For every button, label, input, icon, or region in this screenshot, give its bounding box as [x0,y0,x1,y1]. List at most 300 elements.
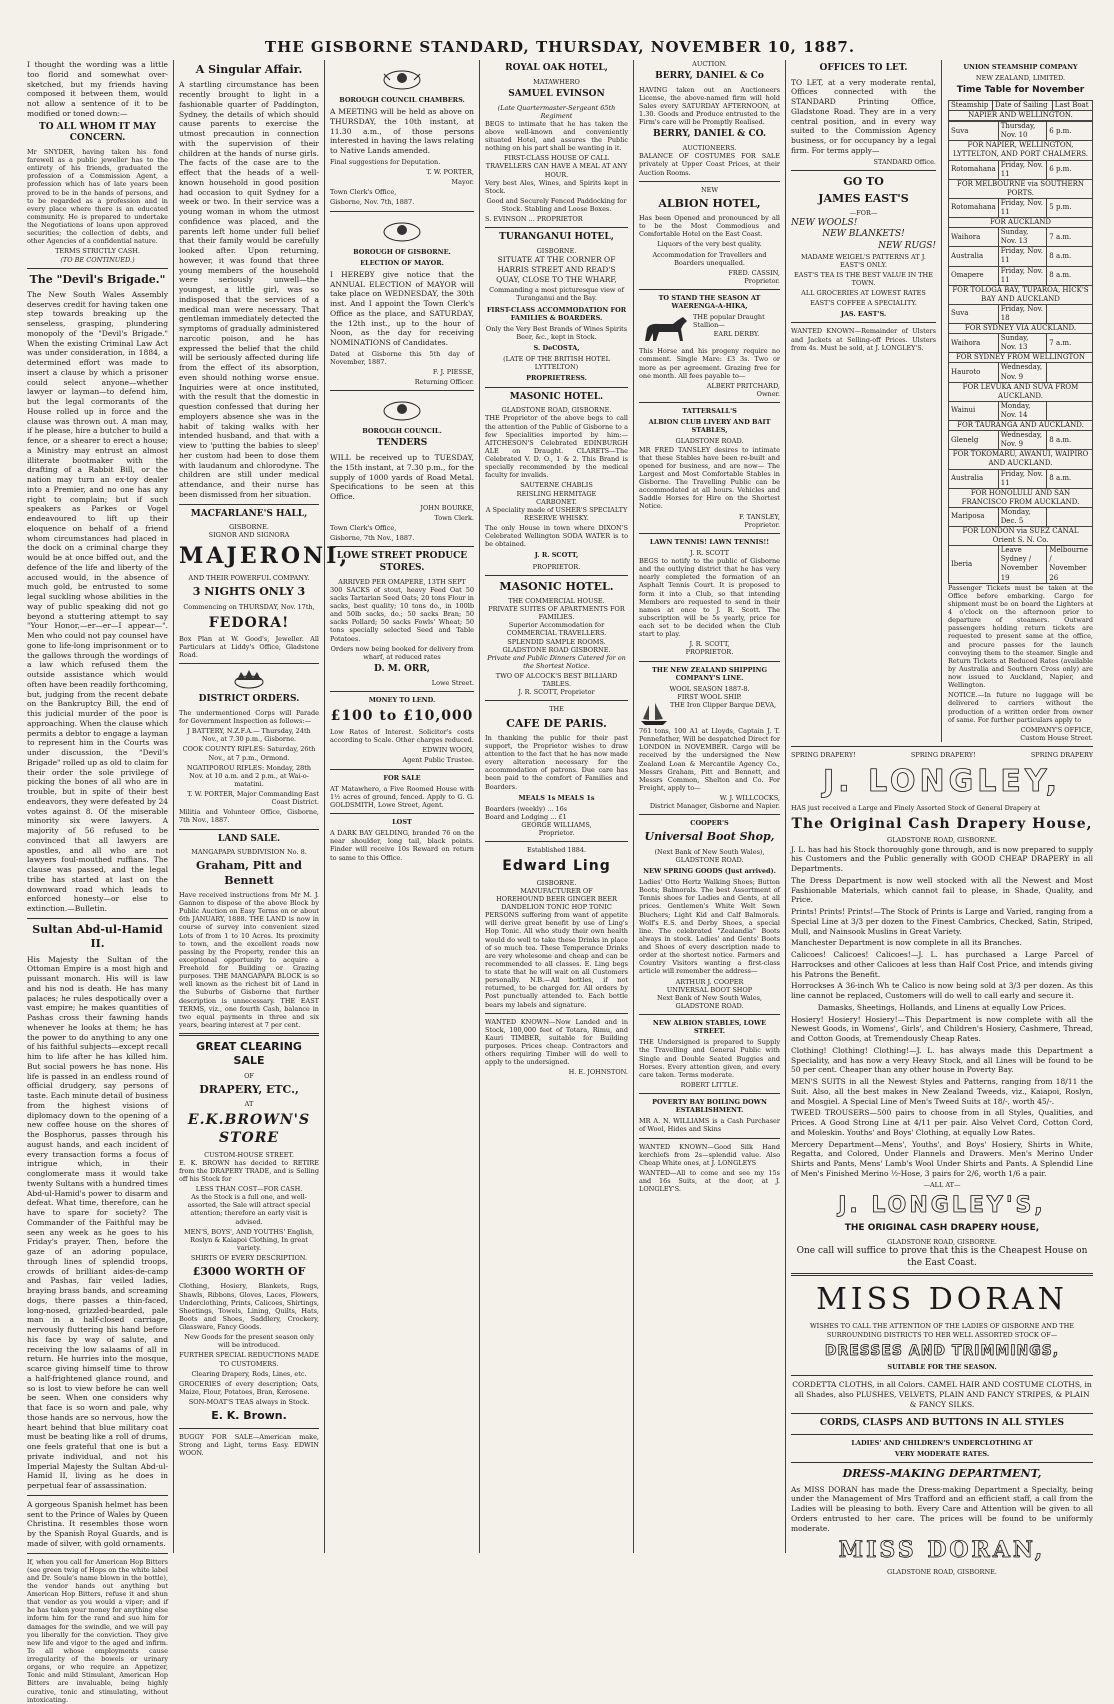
cafe-body: In thanking the public for their past support, the Proprietor wishes to draw attention to the fact that he has now made every alteration necessary for the accommodation of patrons. Due care has been paid to the comfort of Families and Boarders. [485,733,628,791]
usher-line: A Speciality made of USHER'S SPECIALTY RESERVE WHISKY. [485,505,628,522]
ekbrown-3000: £3000 WORTH OF [192,1265,306,1279]
timetable-route-heading: FOR LONDON via SUEZ CANAL Orient S. N. Co. [949,527,1093,546]
borough-gisborne: BOROUGH OF GISBORNE. [353,247,451,256]
timetable-ship: Wainui [949,401,999,420]
scott-proprietor-2: J. R. SCOTT, Proprietor [518,688,595,697]
albion-club: ALBION CLUB LIVERY AND BAIT STABLES, [648,418,771,435]
district-order-3: NGATIPOROU RIFLES: Monday, 28th Nov. at 10 a.m. and 2 p.m., at Wai-o-matatini. [186,763,312,788]
dixon-line: The only House in town where DIXON'S Celebrated Wellington SODA WATER is to be obtained. [485,524,628,549]
orr-name: D. M. ORR, [374,663,430,674]
new-albion-stables: NEW ALBION STABLES, LOWE STREET. [652,1019,767,1036]
land-sale-body: Have received instructions from Mr M. J. Gannon to dispose of the above Block by Public Auction on Easy Terms on or about 6th JANUARY, 1888. THE LAND is now in course of survey into convenient sized Lots of from 1 to 10 Acres. Its proximity to town, and the excellent roads now passing by the Property, render this an exceptional opportunity to acquire a Freehold for Building or Grazing purposes. THE MANGAPAPA BLOCK is so well known as the richest bit of Land in the Suburbs of Gisborne that further description is unnecessary. THE EAST TERMS, viz., one fourth Cash, balance in two equal payments in three and six years, bearing interest at 7 per cent. [179,890,319,1029]
wine-row-1: SAUTERNE CHABLIS [520,481,593,490]
timetable-date: Thursday, Nov. 10 [998,122,1047,141]
timetable-ship: Rotomahana [949,198,999,217]
th-last-boat: Last Boat [1052,100,1092,110]
deva-body: 761 tons, 100 A1 at Lloyds, Captain J. T. Pennefather, Will be despatched Direct for LONDON in NOVEMBER. Cargo will be received by the undersigned the New Zealand Loan & Mercantile Agency Co., Messrs Graham, Pitt and Bennett, and Messrs Common, Shelton and Co. For Freight, apply to— [639,727,780,792]
cassin-name: FRED. CASSIN, [728,268,780,277]
timetable-row [949,431,1093,450]
timetable-date: Friday, Nov. 18 [998,304,1047,323]
tansley-proprietor: Proprietor. [744,520,780,529]
meeting-body: A MEETING will be held as above on THURSDAY, the 10th instant, at 11.30 a.m., of those persons interested in having the laws relating to Native Lands amended. [330,107,474,156]
longley-road-2: GLADSTONE ROAD, GISBORNE. [887,1237,997,1246]
british-line: (LATE OF THE BRITISH HOTEL LYTTELTON) [503,355,610,372]
new-wools: NEW WOOLS! [791,217,858,228]
land-sale-sub: MANGAPAPA SUBDIVISION No. 8. [191,848,307,857]
devil-brigade-body: The New South Wales Assembly deserves credit for having taken one step towards breaking up the senseless, grasping, plundering monopoly of the "Devil's Brigade." When the existing Criminal Law Act was under consideration, in 1884, a determined effort was made to insert a clause by which a prisoner could select anyone—whether lawyer or layman—to defend him, but the legal cormorants of the House rolled up in force and the clause was thrown out. A man may, if he please, hire a butcher to build a fence, or a shearer to erect a house; a Ministry may entrust an almost illiterate bootmaker with the drafting of a Rabbit Bill, or the nation may turn an ex-toy dealer into a Premier, and no one has any right to complain; but if such speakers as Parkes or Vogel endeavoured to lift up their eloquence on behalf of a friend whom circumstances had placed in the dock on a criminal charge they would be at once biffed out, and the defence of the life and liberty of the accused would, in the absence of much gold, be entrusted to some legal suckling whose abilities in the way of public speaking did not go beyond a stuttering attempt to say "Your Honor,—er—er—I appear—". Men who could not pay counsel have gone to life-long imprisonment or to the gallows through the wordings of a law which refused them the outside assistance which would often have been readily forthcoming, but, judging from the recent debate on the Bankruptcy Bill, the end of this judicial murder of the poor is approaching. When the clause which permits a debtor to engage a layman to represent him in the Courts was under discussion, the "Devil's Brigade" rolled up as old to claim for their order the sole privilege of picking the bones of all who are in trouble, but in spite of their best endeavors, they were defeated by 24 votes against 8. Of the miserable minority six were lawyers. A majority of 56 refused to be convinced that all lawyers are apostles, and all who are not lawyers foul-mouthed ruffians. The clause was passed, and the legal tribe has started at last on the downward road which leads to enforced honesty—or else to extinction.—Bulletin. [27,289,168,914]
willcocks-title: District Manager, Gisborne and Napier. [649,802,780,811]
devil-brigade-title: The "Devil's Brigade." [29,272,166,286]
dress-department: The Dress Department is now well stocked with all the Newest and Most Fashionable Materials, which cannot fail to please, in Shade, Quality, and Price. [791,875,1093,905]
miss-doran-title: MISS DORAN [816,1282,1068,1318]
nextbank-line: (Next Bank of New South Wales), [654,847,765,856]
ling-gisborne: GISBORNE. [536,878,577,887]
accom-line: Accommodation for Travellers and Boarders unequalled. [652,250,767,267]
coopers-road-2: GLADSTONE ROAD. [675,1001,744,1010]
timetable-date: Friday, Nov. 11 [998,198,1047,217]
mens-suits-line: MEN'S SUITS in all the Newest Styles and Patterns, ranging from 18/11 the Suit. Also, all the best makes in New Zealand Tweeds, viz., Kaiapoi, Roslyn, and Mosgiel. A Special Line of Men's Tweed Suits at 18/-, worth 45/-. [791,1077,1093,1106]
signor-line: SIGNOR AND SIGNORA [208,531,290,540]
turanganui-gisborne: GISBORNE. [536,246,577,255]
albion-body: Has been Opened and pronounced by all to be the Most Commodious and Comfortable Hotel on the East Coast. [639,214,780,239]
district-order-2: COOK COUNTY RIFLES: Saturday, 26th Nov., at 7 p.m., Ormond. [182,745,316,762]
ekbrown-teas: SON-MOAT'S TEAS always in Stock. [188,1398,310,1407]
ekbrown-clearing: Clearing Drapery, Rods, Lines, etc. [191,1369,307,1378]
superior-accom: Superior Accommodation for COMMERCIAL TRAVELLERS. [506,621,607,638]
timetable-date: Friday, Nov. 11 [998,266,1047,285]
ladies-line: LADIES' AND CHILDREN'S UNDERCLOTHING AT [851,1438,1033,1447]
balance-line: BALANCE OF COSTUMES FOR SALE privately at Upper Coast Prices, at their Auction Rooms. [639,152,780,177]
election-title: ELECTION OF MAYOR. [360,258,444,267]
berry-title: BERRY, DANIEL & Co [655,71,764,82]
liquors-line: Liquors of the very best quality. [657,240,762,249]
th-date: Date of Sailing [992,100,1052,110]
company-line: AND THEIR POWERFUL COMPANY. [188,574,310,583]
pritchard-name: ALBERT PRITCHARD, [706,381,780,390]
ekbrown-further: FURTHER SPECIAL REDUCTIONS MADE TO CUSTOMERS. [179,1351,319,1368]
evinson-body: BEGS to intimate that he has taken the above well-known and conveniently situated Hotel, and assures the Public nothing on his part shall be wanting in it. [485,119,628,153]
travellers-line: TRAVELLERS CAN HAVE A MEAL AT ANY HOUR. [485,162,628,179]
timetable-date: Sunday, Nov. 13 [998,334,1047,353]
column-3 [325,60,480,1553]
timetable-row [949,450,1093,469]
timetable-row [949,324,1093,334]
offices-body: TO LET, at a very moderate rental, Offices connected with the STANDARD Printing Office, Gladstone Road. They are in a very central position, and in every way suited to the Commission Agency business, or for occupancy by a legal firm. For terms apply— [791,77,936,155]
splendid-rooms: SPLENDID SAMPLE ROOMS. [507,637,606,646]
for-sale-title: FOR SALE [383,773,421,782]
williams-line: MR A. N. WILLIAMS is a Cash Purchaser of Wool, Hides and Skins [639,1117,780,1134]
meals-line: MEALS 1s MEALS 1s [518,793,595,802]
wanted-timber: WANTED KNOWN—Now Landed and in Stock, 100,000 feet of Totara, Rimu, and Kauri TIMBER, suitable for Building purposes. Prices cheap. Contractors and others requiring Timber will do well to apply to the undersigned. [485,1017,628,1067]
ekbrown-signature: E. K. Brown. [211,1409,287,1423]
timetable-time: 5 p.m. [1047,198,1093,217]
district-signature: T. W. PORTER, Major Commanding East Coast District. [187,790,319,807]
macfarlane-hall: MACFARLANE'S HALL, [190,508,308,519]
timetable-rows [948,121,1093,584]
horrockses-line: Horrockses A 36-inch Wh te Calico is now being sold at 3/3 per dozen. As this line cannot be replaced, Customers will do well to call early and secure it. [791,981,1093,1001]
election-body: I HEREBY give notice that the ANNUAL ELECTION of MAYOR will take place on WEDNESDAY, the 30th inst. And I appoint the Town Clerk's Office as the place, and SATURDAY, the 12th inst., up to the hour of Noon, as the day for receiving NOMINATIONS of Candidates. [330,269,474,347]
timetable-route-heading: FOR MELBOURNE via SOUTHERN PORTS. [949,179,1093,198]
timetable-row [949,469,1093,488]
original-cash: The Original Cash Drapery House, [791,816,1093,833]
timetable-time [1047,363,1093,382]
concern-body: Mr SNYDER, having taken his fond farewell as a public jeweller has to the entirety of his friends, graduated the profession of a Commission Agent, a profession which has of late years been proved to be in the hands of persons, and to be regarded as a profession and in every place where there is an educated community. He is prepared to undertake the Negotiations of loans upon approved securities; the collection of debts, and other Agencies of a confidential nature. [27,147,168,246]
lowe-street: Lowe Street. [431,678,474,687]
tc-office: Town Clerk's Office, [330,524,397,533]
commencing-line: Commencing on THURSDAY, Nov. 17th, [183,602,315,611]
sailing-ship-icon [639,701,669,727]
lawn-tennis-title: LAWN TENNIS! LAWN TENNIS!! [649,537,770,546]
at-label: AT [244,1100,254,1109]
royal-oak-title: ROYAL OAK HOTEL, [505,63,608,73]
timetable-route-heading: FOR HONOLULU AND SAN FRANCISCO FROM AUCKLAND. [949,488,1093,507]
ekbrown-stock: As the Stock is a full one, and well-assorted, the Sale will attract special attention; therefore an early visit is advised. [187,1193,311,1226]
concern-heading: TO ALL WHOM IT MAY CONCERN. [39,121,156,144]
dandelion-line: DANDELION TONIC HOP TONIC [501,903,612,912]
lowe-street-title: LOWE STREET PRODUCE STORES. [336,551,468,573]
brands-line: Only the Very Best Brands of Wines Spirits Beer, &c., kept in Stock. [485,324,628,341]
passengers-notice: Passenger Tickets must be taken at the Office before embarking. Cargo for shipment must be on board the Lighters at 4 o'clock on the afternoon prior to departure of steamers. Outward passengers holding return tickets are requested to present same at the office, and procure passes for the launch conveying them to the steamer. Single and Return Tickets at Reduced Rates (available by Australia and Southern Cross only) are now issued to Auckland, Napier, and Wellington. [948,583,1093,690]
scott-name: J. R. SCOTT, [534,551,579,560]
wool-season: WOOL SEASON 1887-8. [669,684,750,693]
rates-line: Low Rates of Interest. Solicitor's costs according to Scale. Other charges reduced. [330,728,474,745]
lawn-body: BEGS to notify to the public of Gisborne and the outlying district that he has very nearly completed the formation of an Asphalt Tennis Court. It is proposed to form it into a Club, so that intending Members are requested to send in their names at once to J. R. Scott. The subscription will be 5s yearly, price for each set to be decided when the Club start to play. [639,557,780,639]
timetable-route-heading: FOR NAPIER, WELLINGTON, LYTTELTON, AND PORT CHALMERS. [949,141,1093,160]
dressmaking-title: DRESS-MAKING DEPARTMENT, [842,1467,1042,1481]
fedora-title: FEDORA! [208,614,290,631]
late-line: (Late Quartermaster-Sergeant 65th Regiment [497,103,616,120]
timetable-date: Sunday, Nov. 13 [998,228,1047,247]
helmet-paragraph: A gorgeous Spanish helmet has been sent to the Prince of Wales by Queen Christina. It resembles those worn by the Spanish Royal Guards, and is made of silver, with gold ornaments. [27,1499,168,1548]
porter-name: T. W. PORTER, [426,168,474,176]
woon-name: EDWIN WOON, [422,746,474,755]
boarders-line: Boarders (weekly) ... 16s [485,804,568,813]
election-dated: Dated at Gisborne this 5th day of November, 1887. [330,349,474,366]
column-5 [634,60,786,1553]
tansley-name: F. TANSLEY, [738,512,780,521]
dinners-line: Private and Public Dinners Catered for on the Shortest Notice. [487,653,626,670]
piesse-name: F. J. PIESSE, [432,368,474,376]
column-2 [174,60,351,1553]
manufacturer-line: MANUFACTURER OF [520,886,593,895]
timetable-row [949,122,1093,141]
luggage-notice: NOTICE.—In future no luggage will be delivered to carriers without the production of a written order from owner of same. For further particulars apply to [948,691,1093,724]
town-clerk-office: Town Clerk's Office, [330,188,397,197]
boots-list: Ladies' Otto Hertz Walking Shoes; Button Boots; Balmorals. The best Assortment of Tennis shoes for Ladies and Gents, at all prices. Gentlemen's White Welt Sewn Bluchers; Light Kid and Calf Balmorals. Wolf's E.S. and Derby Shoes, a special line. The celebrated "Zealandia" Boots always in stock. Ladies' and Gents' Boots and Shoes of every description made to order at the shortest notice. Farmers and Country Visitors wanting a first-class article will remember the address— [639,878,780,976]
board-line: Board and Lodging ... £1 [485,812,567,821]
nz-shipping-title: THE NEW ZEALAND SHIPPING COMPANY'S LINE. [651,665,768,682]
matawhero-line: MATAWHERO [533,77,580,86]
ekbrown-men: MEN'S, BOYS', AND YOUTHS' English, Roslyn & Kaiapoi Clothing, In great variety. [183,1227,315,1252]
timetable-time [1047,304,1093,323]
timetable-row [949,160,1093,179]
coopers-label: COOPER'S [690,819,729,828]
spring-drapery-1: SPRING DRAPERY! [791,751,856,759]
timetable-date: Monday, Nov. 14 [998,401,1047,420]
masonic-address: GLADSTONE ROAD, GISBORNE. [501,406,612,415]
proprietress-line: PROPRIETRESS. [526,374,587,383]
graham-pitt-bennett: Graham, Pitt and Bennett [196,859,302,887]
draught-horse-icon [639,313,693,347]
borough-council: BOROUGH COUNCIL. [362,427,442,436]
williams-name: GEORGE WILLIAMS, [521,821,592,830]
albion-club-road: GLADSTONE ROAD. [675,437,744,446]
custom-house: Custom House Street. [1020,733,1093,742]
borough-crest-icon [380,64,424,92]
longley-title: J. LONGLEY, [822,764,1062,800]
napier-heading: NAPIER AND WELLINGTON. [949,111,1093,121]
cassin-proprietor: Proprietor. [744,276,780,285]
tweed-line: TWEED TROUSERS—500 pairs to choose from in all Styles, Qualities, and Prices. A Good Strong Line at 4/11 per pair. Also Velvet Cord, Cotton Cord, and Moleskin. Youths' and Boys' Clothing, at equally Low Rates. [791,1108,1093,1137]
horehound-line: HOREHOUND BEER GINGER BEER [496,894,617,903]
groceries-line: ALL GROCERIES AT LOWEST RATES [801,289,926,298]
decosta-name: S. DeCOSTA, [533,344,580,353]
go-to-label: GO TO [843,174,884,188]
timetable-row [949,247,1093,266]
willcocks-name: W. J. WILLCOCKS, [719,794,780,803]
lawn-proprietor: PROPRIETOR. [685,648,734,657]
timetable-time: 8 a.m. [1047,431,1093,450]
lawn-scott-2: J. R. SCOTT, [689,640,730,649]
first-wool-ship: FIRST WOOL SHIP. [677,692,742,701]
calicoes-line: Calicoes! Calicoes! Calicoes!—J. L. has purchased a Large Parcel of Harrockses and other Calicoes at less than Half Cost Price, and intends giving his Patrons the Benefit. [791,950,1093,979]
spring-drapery-2: SPRING DRAPERY! [910,751,976,759]
ekbrown-store: E.K.BROWN'S STORE [187,1112,311,1147]
cooper-name: ARTHUR J. COOPER [675,977,744,986]
timetable-row [949,198,1093,217]
wanted-suits: WANTED—All to come and see my 15s and 16s Suits, at the door, at J. LONGLEY'S. [639,1168,780,1194]
deva-line: THE Iron Clipper Barque DEVA, [670,701,777,710]
gladstone-road-line: GLADSTONE ROAD GISBORNE. [502,645,611,654]
established-line: Established 1884. [526,846,587,855]
first-accommodation: FIRST-CLASS ACCOMMODATION FOR FAMILIES & BOARDERS. [486,305,627,322]
draught-line: THE popular Draught Stallion— [693,313,765,330]
majeroni-title: MAJERONI, [179,543,351,570]
timetable-row [949,527,1093,546]
timetable-time: 8 a.m. [1047,469,1093,488]
timetable-date: Wednesday, Nov. 9 [998,363,1047,382]
custom-house-street: CUSTOM-HOUSE STREET. [204,1150,294,1159]
timetable-date: Leave Sydney / November 19 [998,546,1047,583]
timetable-ship: Glenelg [949,431,999,450]
district-orders-title: DISTRICT ORDERS. [198,694,300,705]
timetable-time [1047,507,1093,526]
timetable-ship: Waihora [949,228,999,247]
timetable-time: 8 a.m. [1047,266,1093,285]
masthead: THE GISBORNE STANDARD, THURSDAY, NOVEMBER 10, 1887. [264,38,856,56]
new-albion-body: THE Undersigned is prepared to Supply the Travelling and General Public with Single and Double Seated Buggies and Horses. Every attention given, and every care taken. Terms moderate. [639,1038,780,1079]
nz-limited: NEW ZEALAND, LIMITED. [975,74,1066,83]
district-orders-body: The undermentioned Corps will Parade for Government Inspection as follows:— [179,708,319,725]
longley-intro: HAS just received a Large and Finely Assorted Stock of General Drapery at [791,804,1041,813]
wanted-handkerchiefs: WANTED KNOWN—Good Silk Hand kerchiefs from 2s—splendid value. Also Cheap White ones, at J. LONGLEYS [639,1142,780,1167]
wanted-ulsters: WANTED KNOWN—Remainder of Ulsters and Jackets at Selling-off Prices. Ulsters from 4s. Must be sold, at J. LONGLEY'S. [791,327,936,352]
for-label: —FOR— [849,209,878,218]
timetable-route-heading: FOR SYDNEY FROM WELLINGTON [949,353,1093,363]
horse-body: This Horse and his progeny require no comment. Single Mare: £3 3s. Two or more as per agreement. Grazing free for one month. All fees payable to— [639,347,780,380]
clothing-line: Clothing! Clothing! Clothing!—J. L. has always made this Department a Speciality, and has now a very Heavy Stock, and all Lines will be found to be 50 per cent. Cheaper than any other house in Poverty Bay. [791,1045,1093,1075]
macfarlane-location: GISBORNE. [229,523,269,532]
one-call-line: One call will suffice to prove that this is the Cheapest House on the East Coast. [796,1246,1088,1268]
masonic-title: MASONIC HOTEL. [509,391,604,402]
original-cash-2: THE ORIGINAL CASH DRAPERY HOUSE, [844,1223,1040,1234]
timetable-row [949,546,1093,583]
edward-ling-title: Edward Ling [502,858,611,875]
left-subcolumn [791,60,942,742]
evinson-name: SAMUEL EVINSON [508,88,605,99]
poverty-bay-title: POVERTY BAY BOILING DOWN ESTABLISHMENT. [652,1098,767,1115]
universal-boot-shop: Universal Boot Shop, [644,830,775,844]
new-blankets: NEW BLANKETS! [822,229,905,240]
masonic-title-2: MASONIC HOTEL. [499,579,614,593]
earl-derby: EARL DERBY. [713,329,760,338]
auctioneers-line: AUCTIONEERS. [682,144,737,153]
private-suites: PRIVATE SUITES OF APARTMENTS FOR FAMILIES. [488,605,625,622]
buggy-ad: BUGGY FOR SALE—American make, Strong and Light, terms Easy. EDWIN WOON. [179,1432,319,1457]
evinson-proprietor: S. EVINSON ... PROPRIETOR [485,215,583,224]
timetable-row [949,285,1093,304]
timetable-route-heading: FOR SYDNEY VIA AUCKLAND. [949,324,1093,334]
cordetta-line: CORDETTA CLOTHS, in all Colors. CAMEL HAIR AND COSTUME CLOTHS, in all Shades, also PLUSHES, VELVETS, PLAIN AND FANCY STRIPES, & PLAIN & FANCY SILKS. [792,1380,1092,1409]
timetable-ship: Hauroto [949,363,999,382]
ling-body: PERSONS suffering from want of appetite will derive great benefit by use of Ling's Hop Tonic. All who study their own health would do well to take these Drinks in place of so much tea. These Temperance Drinks are very wholesome and cheap and can be recommended to all classes. E. Ling begs to state that he will wait on all Customers personally. N.B.—All bottles, if not returned, to be charged for. All orders by Post punctually attended to. Each bottle bears my labels and signature. [485,911,628,1009]
timetable-time: 7 a.m. [1047,228,1093,247]
timetable-route-heading: FOR TOKOMARU, AWANUI, WAIPIRO AND AUCKLAND. [949,450,1093,469]
town-clerk-title: Town Clerk. [434,513,474,522]
suitable-line: SUITABLE FOR THE SEASON. [887,1362,997,1371]
mayor-title: Mayor. [451,178,474,187]
borough-crest-icon-3 [380,395,424,423]
timetable-route-heading: FOR TAURANGA AND AUCKLAND. [949,421,1093,431]
timetable-row [949,218,1093,228]
nextbank-line-2: Next Bank of New South Wales, [656,993,762,1002]
money-amount: £100 to £10,000 [330,707,474,724]
gisborne-date: Gisborne, Nov. 7th, 1887. [330,198,415,207]
timetable-row [949,179,1093,198]
of-label: OF [244,1071,254,1080]
timetable-row [949,421,1093,431]
th-steamship: Steamship [949,100,993,110]
timetable-row [949,334,1093,353]
sultan-title: Sultan Abd-ul-Hamid II. [32,922,163,951]
bourke-name: JOHN BOURKE, [420,503,474,512]
timetable-date: Friday, Nov. 11 [998,160,1047,179]
wishes-line: WISHES TO CALL THE ATTENTION OF THE LADIES OF GISBORNE AND THE SURROUNDING DISTRICTS TO HER WELL ASSORTED STOCK OF— [809,1322,1074,1339]
district-order-1: J BATTERY, N.Z.F.A.— Thursday, 24th Nov., at 7.30 p.m., Gisborne. [187,727,311,744]
timetable-date: Friday, Nov. 11 [998,247,1047,266]
orders-line: Orders now being booked for delivery from wharf, at reduced rates [330,644,474,661]
damasks-line: Damasks, Sheetings, Hollands, and Linens at equally Low Prices. [817,1002,1067,1012]
berry-title-2: BERRY, DANIEL & CO. [652,129,767,140]
timetable-time: 6 p.m. [1047,160,1093,179]
commanding-line: Commanding a most picturesque view of Turanganui and the Bay. [489,286,624,303]
stand-season: TO STAND THE SEASON AT WAERENGA-A-HIKA, [658,294,761,311]
commercial-house: THE COMMERCIAL HOUSE. [508,596,605,605]
new-label: NEW [700,185,719,194]
ekbrown-body: E. K. BROWN has decided to RETIRE from the DRAPERY TRADE, and is Selling off his Stock for [179,1158,319,1183]
timetable-row [949,266,1093,285]
returning-officer: Returning Officer. [414,378,474,387]
timetable-row [949,507,1093,526]
trustee-line: Agent Public Trustee. [402,756,474,765]
sacks-list: 300 SACKS of stout, heavy Feed Oat 50 sacks Tartarian Seed Oats; 20 tons Flour in sacks, best quality; 10 tons do., in 100lb and 50lb sacks, do.; 50 sacks Bran; 50 sacks Pollard; 50 sacks Fowls' Wheat; 50 tons specially selected Seed and Table Potatoes. [330,585,474,643]
situate-line: SITUATE AT THE CORNER OF HARRIS STREET AND READ'S QUAY, CLOSE TO THE WHARF, [496,255,617,284]
poem-text: I thought the wording was a little too florid and somewhat over-sketched, but my friends having composed it between them, would not allow a sentence of it to be modified or toned down:— [27,60,168,118]
james-east-title: JAMES EAST'S [818,192,909,206]
hosiery-line: Hosiery! Hosiery! Hosiery!—This Department is now complete with all the Newest Goods, in Womens', Girls', and Children's Hosiery, Cashmere, Thread, and Cotton Goods, at Tremendously Cheap Rates. [791,1014,1093,1044]
dressmaking-body: As MISS DORAN has made the Dress-making Department a Specialty, being under the Management of Mrs Trafford and an efficient staff, a call from the Ladies will be pleasing to both. Every Care and Attention will be given to all Orders entrusted to her care. The prices will be found to be uniformly moderate. [791,1484,1093,1533]
timetable-ship: Australia [949,469,999,488]
coopers-road: GLADSTONE ROAD. [675,855,744,864]
timetable-route-heading: FOR AUCKLAND [949,218,1093,228]
ekbrown-new: New Goods for the present season only will be introduced. [184,1333,314,1350]
miss-doran-title-2: MISS DORAN, [838,1537,1046,1564]
albion-hotel: ALBION HOTEL, [658,196,761,210]
spring-drapery-3: SPRING DRAPERY [1030,751,1093,759]
timetable-time: 6 p.m. [1047,122,1093,141]
timetable-date: Monday, Dec. 5 [998,507,1047,526]
ubs-line: UNIVERSAL BOOT SHOP [666,985,753,994]
ekbrown-shirts: SHIRTS OF EVERY DESCRIPTION. [190,1254,308,1263]
scott-proprietor: PROPRIETOR. [532,562,581,571]
lost-title: LOST [392,818,412,827]
tansley-body: MR FRED TANSLEY desires to intimate that these Stables have been re-built and opened for business, and are now— The Largest and Most Comfortable Stables in Gisborne. The Travelling Public can be accommodated at all hours. Vehicles and Saddle Horses for Hire on the Shortest Notice. [639,445,780,511]
turanganui-title: TURANGANUI HOTEL, [499,232,614,243]
hop-bitters-ad: If, when you call for American Hop Bitters (see green twig of Hops on the white label and Dr. Soule's name blown in the bottle), the vendor hands out anything but American Hop Bitters, refuse it and shun that vendor as you would a viper; and if he has taken your money for anything else inform him for the rand and sue him for damages for the swindle, and we will pay you liberally for the conviction. They give new life and vigor to the aged and infirm. To all whose employments cause irregularity of the bowels or urinary organs, or who require an Appetizer, Tonic and mild Stimulant, American Hop Bitters are invaluable, being highly curative, tonic and stimulating, without intoxicating. [27,1557,168,1704]
companys-office: COMPANY'S OFFICE, [1020,725,1093,734]
the-label: THE [549,705,564,714]
standard-office: STANDARD Office. [873,157,936,166]
moderate-line: VERY MODERATE RATES. [894,1450,990,1459]
all-at: —ALL AT— [923,1180,961,1189]
timetable-row [949,353,1093,363]
timetable-ship: Iberia [949,546,999,583]
timetable-row [949,401,1093,420]
timetable-row [949,363,1093,382]
timetable-time [1047,401,1093,420]
timetable-ship: Suva [949,304,999,323]
timetable-row [949,304,1093,323]
ekbrown-groceries: GROCERIES of every description; Oats, Maize, Flour, Potatoes, Bran, Kerosene. [179,1379,319,1396]
timetable-time: Melbourne / November 26 [1047,546,1093,583]
column-1 [22,60,174,1704]
timetable-ship: Australia [949,247,999,266]
clearing-sale-title: GREAT CLEARING SALE [196,1040,302,1068]
ekbrown-list: Clothing, Hosiery, Blankets, Rugs, Shawls, Ribbons, Gloves, Laces, Flowers, Underclothing, Prints, Calicoes, Shirtings, Sheetings, Towels, Lining, Quilts, Hats, Boots and Shoes, Saddlery, Crockery, Glassware, Fancy Goods. [179,1282,319,1332]
longley-road: GLADSTONE ROAD, GISBORNE. [887,836,997,845]
masonic-body: THE Proprietor of the above begs to call the attention of the Public of Gisborne to a few Specialities imported by him:— AITCHESON'S Celebrated EDINBURGH ALE on Draught. CLARETS—The Celebrated V. D. O., 1 & 2. This Brand is specially recommended by the medical faculty for invalids. [485,414,628,480]
cafe-de-paris: CAFE DE PARIS. [506,716,607,730]
timetable-ship: Omapere [949,266,999,285]
timetable-row [949,141,1093,160]
cords-line: CORDS, CLASPS AND BUTTONS IN ALL STYLES [819,1418,1065,1429]
timetable-time: 7 a.m. [1047,334,1093,353]
timetable-route-heading: FOR LEVUKA AND SUVA FROM AUCKLAND. [949,382,1093,401]
timetable-title: Time Table for November [956,85,1085,96]
timetable-route-heading: FOR TOLOGA BAY, TUPAROA, HICK'S BAY AND AUCKLAND [949,285,1093,304]
boxplan-line: Box Plan at W. Good's, Jeweller. All Particulars at Liddy's Office, Gladstone Road. [179,634,319,660]
lawn-scott: J. R. SCOTT [690,548,729,557]
drapery-title: DRAPERY, ETC., [199,1082,299,1096]
arrived-line: ARRIVED PER OMAPERE, 13TH SEPT [338,577,466,586]
wines-line: Very best Ales, Wines, and Spirits kept in Stock. [485,178,628,195]
tender-body: WILL be received up to TUESDAY, the 15th instant, at 7.30 p.m., for the supply of 1000 yards of Road Metal. Specifications to be seen at this Office. [330,453,474,502]
manchester-line: Manchester Department is now complete in all its Branches. [791,938,1022,948]
ekbrown-less: LESS THAN COST—FOR CASH. [195,1185,303,1194]
concern-terms: TERMS STRICTLY CASH. [55,247,140,256]
concern-continued: (TO BE CONTINUED.) [60,255,135,264]
madame-line: MADAME WEIGEL'S PATTERNS AT J. EAST'S ONLY. [801,252,926,269]
